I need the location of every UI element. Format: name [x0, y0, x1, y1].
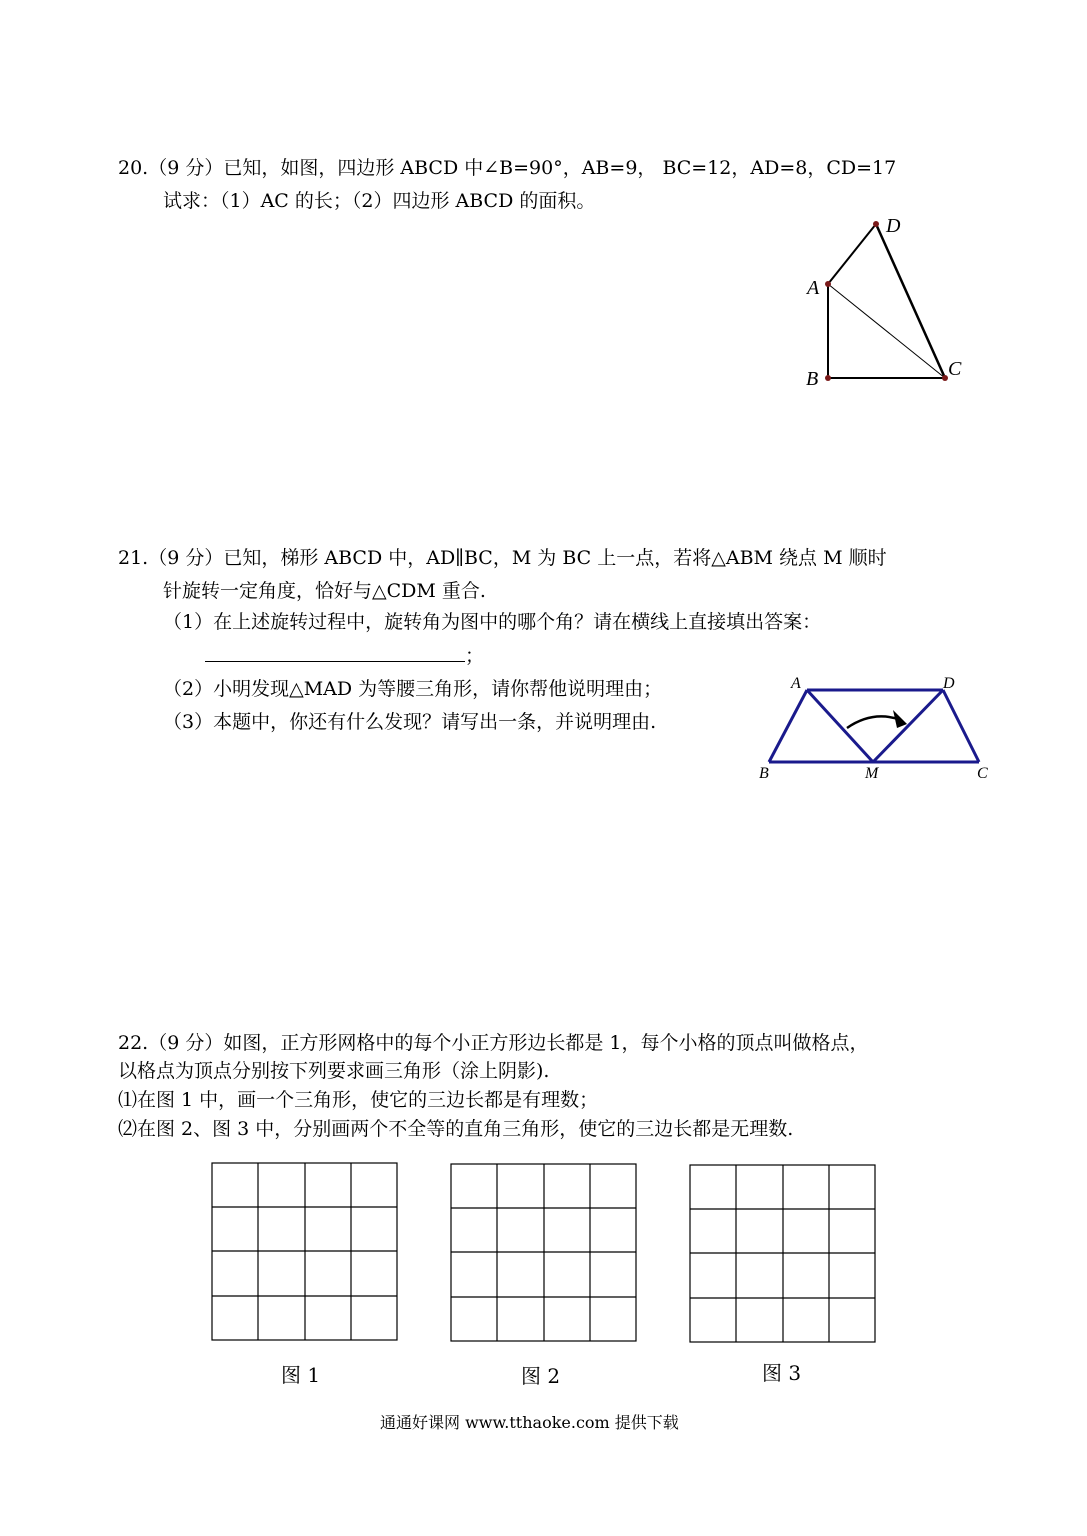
grid-figure-3[interactable]	[689, 1164, 877, 1344]
q21-line6: （3）本题中，你还有什么发现？请写出一条，并说明理由.	[163, 711, 657, 733]
q22-line1: 22.（9 分）如图，正方形网格中的每个小正方形边长都是 1，每个小格的顶点叫做格点，	[118, 1032, 869, 1054]
q21-line1: 21.（9 分）已知，梯形 ABCD 中，AD∥BC，M 为 BC 上一点，若将△ABM 绕点 M 顺时	[118, 547, 887, 569]
q20-label-b: B	[806, 368, 819, 390]
q20-line2: 试求：（1）AC 的长；（2）四边形 ABCD 的面积。	[163, 190, 596, 212]
caption-figure-1: 图 1	[281, 1363, 321, 1387]
q21-line5: （2）小明发现△MAD 为等腰三角形，请你帮他说明理由；	[163, 678, 663, 700]
answer-blank[interactable]	[205, 643, 465, 662]
q21-label-m: M	[865, 765, 879, 782]
caption-figure-3: 图 3	[762, 1361, 802, 1385]
q20-line1: 20.（9 分）已知，如图，四边形 ABCD 中∠B=90°，AB=9， BC=12，AD=8，CD=17	[118, 157, 897, 179]
q20-label-a: A	[807, 277, 820, 299]
q21-label-d: D	[943, 675, 955, 692]
q21-line2: 针旋转一定角度，恰好与△CDM 重合.	[163, 580, 486, 602]
q21-label-b: B	[759, 765, 769, 782]
q21-label-c: C	[977, 765, 988, 782]
q21-line3: （1）在上述旋转过程中，旋转角为图中的哪个角？请在横线上直接填出答案：	[163, 611, 822, 633]
q21-line4	[205, 643, 484, 669]
q21-figure	[755, 672, 995, 782]
q22-line3: ⑴在图 1 中，画一个三角形，使它的三边长都是有理数；	[118, 1089, 599, 1111]
footer-credit: 通通好课网 www.tthaoke.com 提供下载	[380, 1413, 679, 1432]
grid-figure-1[interactable]	[211, 1162, 399, 1342]
q22-line2: 以格点为顶点分别按下列要求画三角形（涂上阴影).	[118, 1060, 550, 1082]
q22-line4: ⑵在图 2、图 3 中，分别画两个不全等的直角三角形，使它的三边长都是无理数.	[118, 1118, 794, 1140]
q21-line4-end: ；	[465, 645, 485, 667]
q20-figure	[800, 210, 1000, 410]
grid-figure-2[interactable]	[450, 1163, 638, 1343]
q20-label-d: D	[886, 215, 901, 237]
q21-label-a: A	[791, 675, 801, 692]
q20-label-c: C	[948, 358, 962, 380]
caption-figure-2: 图 2	[521, 1364, 561, 1388]
